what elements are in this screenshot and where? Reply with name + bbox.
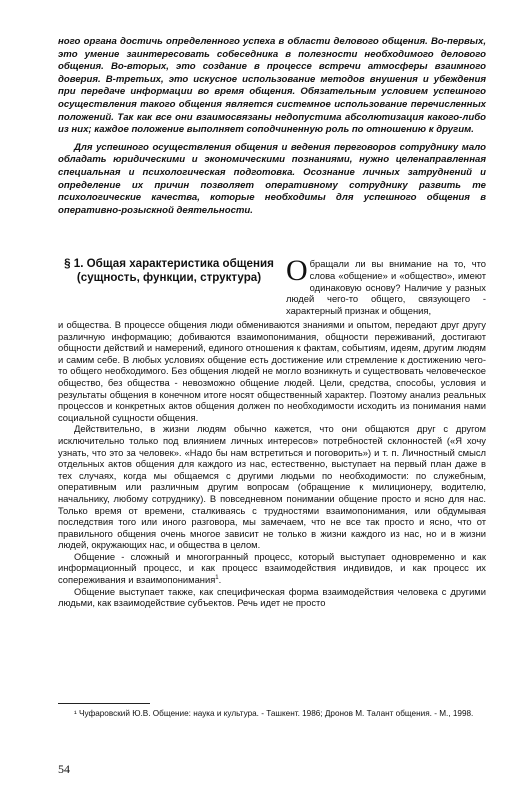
section-heading: § 1. Общая характеристика общения (сущность, функции, структура)	[64, 257, 274, 284]
body-paragraph-1: и общества. В процессе общения люди обмениваются знаниями и опытом, передают друг другу различную информацию; добиваются взаимопонимания, общности переживаний, достигают общности действий и намерений, единого отношения к фактам, событиям, идеям, другим людям и самим себе. В любых условиях общение есть достижение или стремление к достижению чего-то общего необходимого. Без общения людей не могло возникнуть и существовать человеческое общество, без общества - невозможно общение людей. Цели, средства, способы, условия и результаты общения в конечном итоге носят общественный характер. Поэтому анализ реальных процессов и конкретных актов общения должен по необходимости исходить из понимания нами социальной сущности общения.	[58, 319, 486, 423]
opening-text: бращали ли вы внимание на то, что слова «общение» и «общество», имеют одинаковую основу? Наличие у разных людей чего-то общего, связующего - характерный признак и общения,	[286, 258, 486, 317]
body-paragraph-3-text: Общение - сложный и многогранный процесс, который выступает одновременно и как информационный процесс, и как процесс взаимодействия индивидов, и как процесс их сопереживания и взаимопонимания	[58, 550, 486, 586]
footnote-marker[interactable]: 1	[215, 574, 219, 581]
intro-text	[58, 36, 486, 217]
footnote: ¹ Чуфаровский Ю.В. Общение: наука и культура. - Ташкент. 1986; Дронов М. Талант общения. - М., 1998.	[74, 709, 474, 718]
section-opening-text	[286, 254, 486, 317]
body-paragraph-4: Общение выступает также, как специфическая форма взаимодействия человека с другими людьми, как взаимодействие субъектов. Речь идет не просто	[58, 585, 486, 609]
drop-cap: О	[286, 254, 308, 287]
intro-paragraph-1: ного органа достичь определенного успеха в области делового общения. Во-первых, это умение заинтересовать собеседника в полезности необходимого делового общения. Во-вторых, это создание в процессе встречи атмосферы взаимного доверия. В-третьих, это искусное использование методов внушения и убеждения при передаче информации во время общения. Обязательным условием успешного осуществления такого общения является системное использование перечисленных положений. Так как все они взаимосвязаны недопустима абсолютизация какого-либо из них; каждое положение выполняет соподчиненную роль по отношению к другим.	[58, 36, 486, 136]
footnote-divider	[58, 703, 150, 704]
body-paragraph-3	[58, 551, 486, 586]
intro-paragraph-2: Для успешного осуществления общения и ведения переговоров сотруднику мало обладать юридическими и экономическими познаниями, нужно целенаправленная специальная и психологическая подготовка. Осознание личных затруднений и определение их причин позволяет оперативному сотруднику развить те психологические качества, которые необходимы для успешного общения в оперативно-розыскной деятельности.	[58, 141, 486, 216]
body-paragraph-2: Действительно, в жизни людям обычно кажется, что они общаются друг с другом исключительно только под влиянием личных интересов» потребностей склонностей («Я хочу узнать, что это за человек». «Надо бы нам встретиться и поговорить») и т. п. Личностный смысл отдельных актов общения для каждого из нас, естественно, выступает на первый план даже в тех случаях, когда мы общаемся с другими людьми по необходимости: по служебным, оперативным или различным другим вопросам (обращение к милиционеру, водителю, начальнику, любому сотруднику). В повседневном понимании общение просто и ясно для нас. Только время от времени, сталкиваясь с трудностями взаимопонимания, или обдумывая последствия того или иного разговора, мы замечаем, что не все так просто и ясно, что от правильного общения очень многое зависит не только в жизни каждого из нас, но и в жизни людей, окружающих нас, и общества в целом.	[58, 423, 486, 551]
page-number: 54	[58, 762, 70, 776]
body-text	[58, 319, 486, 609]
body-paragraph-3-end: .	[218, 574, 222, 586]
